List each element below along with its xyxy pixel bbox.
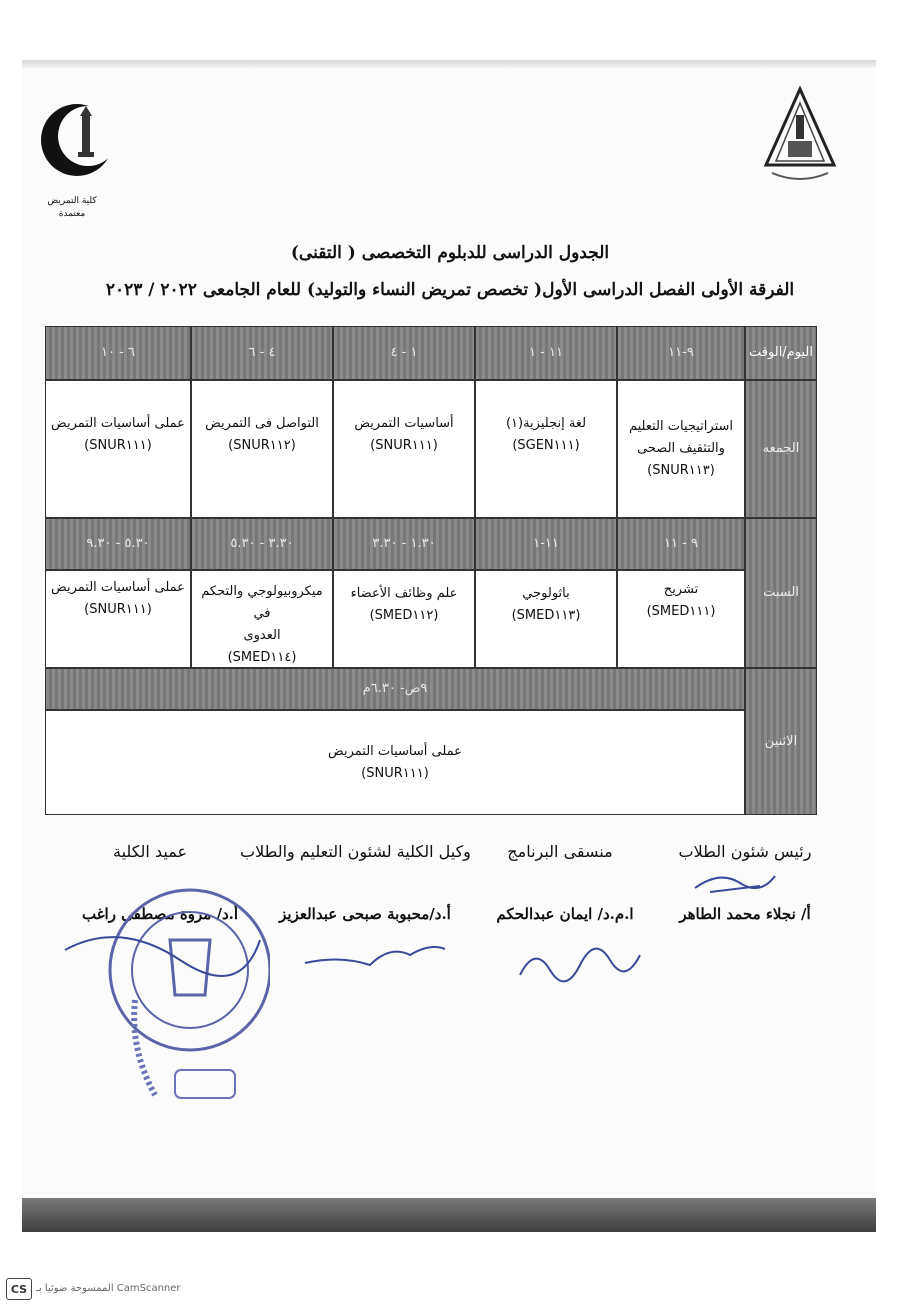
- signature-title-coordinator: منسقى البرنامج: [507, 842, 613, 861]
- friday-time-3: ١ - ٤: [333, 326, 475, 380]
- camscanner-watermark: الممسوحة ضوئيا بـ CamScanner: [36, 1283, 181, 1294]
- friday-class-3: [333, 380, 475, 518]
- logo-caption-1: كلية التمريض: [47, 196, 97, 206]
- course-code: (SNUR١١١): [84, 438, 152, 453]
- signatory-name-4: أ.د/ مروة مصطفى راغب: [81, 905, 239, 923]
- course-code: (SMED١١٣): [511, 608, 581, 623]
- class-title-cont: العدوى: [243, 628, 281, 643]
- university-logo: [760, 85, 840, 190]
- saturday-time-1: ٩ - ١١: [617, 518, 745, 570]
- course-code: (SMED١١٤): [227, 650, 297, 665]
- saturday-time-3: ١.٣٠ - ٣.٣٠: [333, 518, 475, 570]
- schedule-table: [45, 326, 817, 815]
- class-title: أساسيات التمريض: [354, 416, 454, 431]
- day-monday: الاثنين: [745, 668, 817, 815]
- class-title: عملى أساسيات التمريض: [328, 743, 462, 759]
- day-friday: الجمعه: [745, 380, 817, 518]
- class-title: تشريح: [663, 582, 699, 597]
- class-title-cont: والتثقيف الصحى: [637, 441, 725, 456]
- course-code: (SNUR١١١): [84, 602, 152, 617]
- class-title: ميكروبيولوجي والتحكم في: [201, 584, 323, 621]
- scan-top-shadow: [22, 60, 876, 68]
- signature-title-student-affairs: رئيس شئون الطلاب: [678, 842, 812, 861]
- logo-caption-2: معتمدة: [58, 209, 86, 219]
- signatory-name-1: أ/ نجلاء محمد الطاهر: [679, 905, 811, 923]
- course-code: (SMED١١٢): [369, 608, 439, 623]
- day-saturday: السبت: [745, 518, 817, 668]
- class-title: استراتيجيات التعليم: [628, 419, 734, 434]
- document-subtitle: الفرقة الأولى الفصل الدراسى الأول( تخصص تمريض النساء والتوليد) للعام الجامعى ٢٠٢٢ / ٢٠٢٣: [105, 280, 795, 300]
- friday-class-5: [45, 380, 191, 518]
- saturday-class-2: [475, 570, 617, 668]
- signature-scribble-1: [690, 868, 780, 898]
- saturday-time-4: ٣.٣٠ - ٥.٣٠: [191, 518, 333, 570]
- friday-time-1: ٩-١١: [617, 326, 745, 380]
- class-title: لغة إنجليزية(١): [505, 416, 587, 431]
- signature-scribble-2: [515, 940, 645, 990]
- friday-class-1: [617, 380, 745, 518]
- class-title: عملى أساسيات التمريض: [51, 416, 185, 431]
- monday-class: [45, 710, 745, 815]
- signature-title-vice-dean: وكيل الكلية لشئون التعليم والطلاب: [240, 842, 471, 861]
- saturday-class-3: [333, 570, 475, 668]
- signatory-name-2: ا.م.د/ ايمان عبدالحكم: [496, 905, 634, 923]
- course-code: (SNUR١١٢): [228, 438, 296, 453]
- faculty-seal-stamp: [60, 880, 270, 1120]
- course-code: (SNUR١١١): [361, 765, 429, 781]
- nursing-faculty-logo: [22, 88, 122, 228]
- saturday-class-1: [617, 570, 745, 668]
- course-code: (SNUR١١٣): [647, 463, 715, 478]
- scan-bottom-shadow: [22, 1198, 876, 1232]
- monday-time: ٩ص- ٦.٣٠م: [45, 668, 745, 710]
- signature-scribble-3: [300, 935, 450, 975]
- class-title: علم وظائف الأعضاء: [350, 586, 458, 601]
- saturday-class-5: [45, 570, 191, 668]
- class-title: عملى أساسيات التمريض: [51, 580, 185, 595]
- saturday-class-4: [191, 570, 333, 668]
- friday-class-2: [475, 380, 617, 518]
- signature-title-dean: عميد الكلية: [113, 842, 187, 861]
- friday-class-4: [191, 380, 333, 518]
- signatory-name-3: أ.د/محبوبة صبحى عبدالعزيز: [279, 905, 451, 923]
- document-title: الجدول الدراسى للدبلوم التخصصى ( التقنى): [290, 243, 610, 263]
- course-code: (SGEN١١١): [512, 438, 580, 453]
- friday-time-2: ١١ - ١: [475, 326, 617, 380]
- friday-time-4: ٤ - ٦: [191, 326, 333, 380]
- course-code: (SMED١١١): [646, 604, 716, 619]
- class-title: التواصل فى التمريض: [205, 416, 319, 431]
- course-code: (SNUR١١١): [370, 438, 438, 453]
- camscanner-logo: CS: [6, 1278, 32, 1300]
- saturday-time-2: ١١-١: [475, 518, 617, 570]
- friday-time-5: ٦ - ١٠: [45, 326, 191, 380]
- header-corner: اليوم/الوقت: [745, 326, 817, 380]
- saturday-time-5: ٥.٣٠ - ٩.٣٠: [45, 518, 191, 570]
- class-title: باثولوجي: [522, 586, 570, 601]
